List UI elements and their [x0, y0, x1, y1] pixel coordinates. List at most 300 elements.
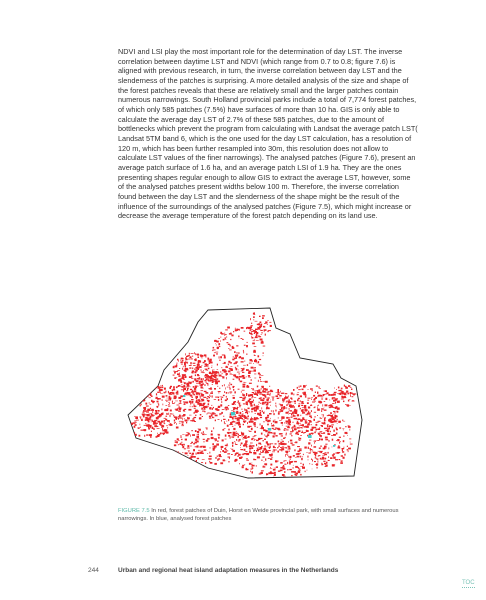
forest-patch [189, 415, 191, 416]
forest-patch [249, 332, 250, 334]
forest-patch [345, 393, 346, 394]
forest-patch [304, 405, 307, 406]
forest-patch [275, 403, 276, 405]
forest-patch [308, 442, 310, 444]
forest-patch [225, 461, 226, 462]
forest-patch [251, 336, 252, 338]
forest-patch [268, 394, 269, 395]
forest-patch [164, 418, 166, 419]
forest-patch [185, 453, 187, 454]
forest-patch [286, 426, 288, 427]
forest-patch [332, 464, 335, 466]
forest-patch [202, 459, 205, 460]
forest-patch [253, 452, 256, 454]
forest-patch [134, 416, 136, 417]
forest-patch [272, 428, 274, 429]
forest-patch [190, 403, 191, 405]
forest-patch [189, 365, 192, 366]
forest-patch [220, 462, 223, 464]
forest-patch [293, 467, 294, 469]
forest-patch [294, 403, 296, 404]
forest-patch [208, 403, 210, 405]
forest-patch [301, 401, 303, 403]
forest-patch [255, 392, 256, 394]
forest-patch [176, 423, 177, 425]
forest-patch [333, 434, 336, 436]
forest-patch [223, 339, 225, 341]
forest-patch [317, 415, 318, 416]
forest-patch [240, 381, 243, 383]
forest-patch [312, 464, 314, 465]
forest-patch [298, 439, 299, 440]
forest-patch [176, 418, 178, 420]
forest-patch [275, 443, 277, 444]
forest-patch [297, 399, 298, 401]
forest-patch [297, 427, 300, 428]
forest-patch [305, 409, 307, 410]
forest-patch [192, 390, 193, 391]
forest-patch [282, 474, 285, 476]
forest-patch [227, 342, 229, 343]
forest-patch [201, 382, 203, 383]
forest-patch [217, 434, 220, 435]
forest-patch [316, 458, 317, 459]
forest-patch [216, 372, 217, 373]
forest-patch [318, 429, 319, 430]
forest-patch [300, 386, 302, 387]
forest-patch [316, 463, 318, 465]
forest-patch [150, 408, 151, 410]
forest-patch [242, 400, 245, 401]
forest-patch [276, 466, 278, 468]
forest-patch [235, 367, 236, 369]
forest-patch [293, 394, 294, 396]
forest-patch [150, 436, 151, 438]
forest-patch [224, 423, 226, 424]
forest-patch [195, 406, 197, 407]
forest-patch [235, 416, 237, 417]
forest-patch [253, 313, 254, 315]
forest-patch [193, 386, 195, 388]
forest-patch [172, 401, 173, 403]
forest-patch [214, 379, 216, 380]
forest-patch [261, 460, 262, 461]
forest-patch [230, 432, 232, 433]
forest-patch [219, 346, 220, 347]
forest-patch [157, 401, 159, 403]
forest-patch [289, 460, 290, 461]
forest-patch [292, 444, 295, 445]
forest-patch [335, 402, 336, 404]
forest-patch [170, 415, 171, 417]
forest-patch [211, 391, 212, 392]
forest-patch [312, 402, 315, 403]
forest-patch [207, 378, 209, 379]
forest-patch [275, 435, 277, 436]
forest-patch [128, 427, 130, 428]
forest-patch [289, 423, 290, 425]
forest-patch [281, 440, 283, 441]
forest-patch [213, 407, 214, 408]
forest-patch [212, 417, 214, 418]
forest-patch [218, 343, 220, 345]
forest-patch [192, 356, 193, 357]
forest-patch [235, 442, 236, 444]
forest-patch [221, 367, 222, 368]
forest-patch [331, 447, 332, 448]
forest-patch [161, 425, 163, 427]
forest-patch [300, 419, 303, 421]
forest-patch [331, 406, 333, 408]
forest-patch [334, 417, 336, 418]
forest-patch [343, 447, 344, 448]
forest-patch [264, 463, 267, 465]
forest-patch [150, 434, 152, 436]
forest-patch [188, 450, 190, 451]
forest-patch [130, 429, 131, 430]
forest-patch [251, 333, 252, 334]
forest-patch [321, 397, 324, 398]
forest-patch [151, 422, 152, 423]
forest-patch [187, 392, 189, 394]
forest-patch [218, 419, 220, 420]
forest-patch [187, 363, 188, 364]
forest-patch [294, 449, 295, 451]
forest-patch [288, 399, 289, 401]
forest-patch [196, 383, 199, 384]
forest-patch [243, 438, 244, 439]
forest-patch [250, 359, 253, 361]
forest-patch [250, 443, 253, 444]
forest-patch [297, 467, 298, 468]
forest-patch [286, 429, 288, 430]
forest-patch [210, 413, 213, 414]
forest-patch [180, 362, 182, 364]
forest-patch [329, 447, 330, 449]
forest-patch [333, 414, 336, 415]
forest-patch [197, 431, 199, 433]
forest-patch [325, 466, 327, 467]
forest-patch [260, 451, 261, 453]
forest-patch [224, 391, 225, 393]
forest-patch [192, 406, 193, 407]
forest-patch [187, 356, 189, 357]
forest-patch [251, 445, 252, 447]
forest-patch [220, 356, 222, 358]
forest-patch [170, 413, 172, 414]
forest-patch [325, 398, 327, 400]
forest-patch [134, 421, 136, 422]
forest-patch [279, 443, 281, 445]
forest-patch [323, 414, 324, 416]
forest-patch [245, 412, 247, 413]
forest-patch [150, 426, 151, 428]
forest-patch [302, 457, 303, 458]
forest-patch [167, 398, 168, 399]
forest-patch [140, 424, 141, 426]
forest-patch [248, 436, 250, 438]
forest-patch [334, 392, 337, 393]
forest-patch [206, 374, 208, 375]
forest-patch [260, 438, 263, 439]
forest-patch [187, 448, 190, 449]
forest-patch [153, 428, 154, 430]
forest-patch [252, 471, 254, 473]
forest-patch [223, 416, 224, 417]
forest-patch [260, 472, 261, 473]
forest-patch [304, 426, 306, 427]
forest-patch [260, 412, 261, 414]
forest-patch [310, 451, 311, 452]
forest-patch [249, 463, 251, 465]
forest-patch [251, 447, 253, 449]
forest-patch [337, 423, 338, 424]
forest-patch [201, 378, 203, 380]
forest-patch [312, 469, 313, 470]
forest-patch [265, 389, 268, 391]
forest-patch [164, 429, 167, 431]
forest-patch [283, 406, 285, 408]
forest-patch [307, 456, 308, 458]
forest-patch [249, 446, 252, 448]
forest-patch [268, 403, 269, 405]
forest-patch [280, 404, 281, 405]
forest-patch [244, 445, 247, 446]
forest-patch [160, 433, 162, 435]
forest-patch [218, 399, 219, 401]
forest-patch [304, 420, 307, 421]
forest-patch [327, 429, 328, 431]
forest-patch [319, 448, 321, 449]
forest-patch [193, 363, 196, 364]
forest-patch [208, 380, 210, 381]
forest-patch [185, 393, 187, 395]
forest-patch [180, 360, 181, 361]
forest-patch [147, 394, 148, 395]
forest-patch [318, 401, 321, 403]
forest-patch [246, 327, 247, 329]
forest-patch [243, 385, 246, 387]
forest-patch [305, 394, 307, 395]
forest-patch [322, 404, 323, 406]
forest-patch [273, 413, 274, 415]
forest-patch [179, 379, 181, 381]
forest-patch [157, 433, 158, 435]
forest-patch [264, 329, 267, 331]
forest-patch [166, 416, 168, 417]
forest-patch [298, 389, 301, 390]
forest-patch [298, 403, 300, 404]
forest-patch [339, 459, 341, 460]
forest-patch [215, 441, 217, 442]
forest-patch [220, 413, 221, 415]
forest-patch [168, 404, 169, 405]
forest-patch [237, 366, 239, 367]
forest-patch [201, 433, 202, 434]
forest-patch [219, 456, 222, 457]
forest-patch [308, 413, 311, 414]
forest-patch [248, 408, 250, 410]
forest-patch [230, 339, 231, 340]
forest-patch [238, 389, 240, 390]
forest-patch [347, 404, 349, 406]
forest-patch [256, 406, 258, 408]
forest-patch [299, 405, 301, 406]
forest-patch [261, 334, 263, 335]
forest-patch [177, 373, 180, 375]
forest-patch [327, 426, 328, 427]
forest-patch [251, 464, 253, 465]
forest-patch [317, 459, 319, 460]
forest-patch [269, 394, 270, 396]
forest-patch [230, 362, 232, 363]
forest-patch [233, 450, 236, 452]
forest-patch [250, 327, 252, 329]
forest-patch [256, 340, 259, 341]
forest-patch [331, 424, 334, 425]
forest-patch [221, 401, 222, 403]
forest-patch [144, 425, 146, 426]
forest-patch [303, 464, 304, 466]
forest-patch [221, 448, 222, 449]
forest-patch [181, 425, 184, 426]
forest-patch [206, 383, 208, 384]
forest-patch [342, 428, 344, 429]
forest-patch [251, 428, 253, 430]
forest-patch [256, 334, 257, 336]
forest-patch [236, 433, 238, 434]
forest-patch [290, 433, 292, 434]
forest-patch [252, 343, 255, 345]
forest-patch [258, 404, 259, 405]
forest-patch [254, 355, 256, 356]
forest-patch [186, 386, 187, 388]
forest-patch [290, 459, 291, 460]
forest-patch [227, 327, 230, 329]
forest-patch [186, 362, 188, 363]
forest-patch [309, 415, 312, 417]
forest-patch [266, 451, 268, 453]
forest-patch [278, 441, 280, 443]
forest-patch [212, 384, 213, 385]
forest-patch [159, 424, 160, 425]
forest-patch [211, 367, 212, 368]
forest-patch [341, 455, 343, 456]
forest-patch [205, 462, 206, 464]
forest-patch [232, 445, 233, 447]
forest-patch [310, 448, 311, 449]
forest-patch [226, 421, 227, 422]
forest-patch [239, 439, 241, 441]
forest-patch [201, 367, 202, 368]
forest-patch [237, 422, 240, 424]
forest-patch [341, 396, 343, 398]
forest-patch [267, 415, 269, 416]
forest-patch [320, 431, 323, 432]
forest-patch [136, 416, 138, 418]
forest-patch [343, 401, 344, 403]
forest-patch [243, 351, 244, 353]
forest-patch [228, 457, 231, 458]
forest-patch [252, 331, 254, 332]
forest-patch [245, 468, 247, 470]
forest-patch [177, 391, 179, 393]
forest-patch [182, 418, 183, 419]
forest-patch [294, 442, 296, 443]
forest-patch [222, 385, 223, 386]
forest-patch [255, 439, 256, 440]
forest-patch [266, 475, 267, 476]
forest-patch [149, 414, 151, 415]
forest-patch [273, 410, 274, 412]
forest-patch [298, 453, 300, 455]
forest-patch [246, 377, 247, 378]
forest-patch [157, 408, 158, 409]
body-paragraph: NDVI and LSI play the most important role for the determination of day LST. The inverse correlation between daytime LST and NDVI (which range from 0.7 to 0.8; figure 7.6) is aligned with previous research, in turn, the inverse correlation between day LST and the slenderness of the patches is surprising. A more detailed analysis of the size and shape of the forest patches reveals that these are relatively small and the larger patches contain numerous narrowings. South Holland provincial parks include a total of 7,774 forest patches, of which only 585 patches (7.5%) have surfaces of more than 10 ha. GIS is only able to calculate the average day LST of 2.7% of these 585 patches, due to the amount of bottlenecks which prevent the program from calculating with Landsat the average patch LST( Landsat 5TM band 6, which is the one used for the day LST calculation, has a resolution of 120 m, which has been further resampled into 30m, this resolution does not allow to calculate LST values of the finer narrowings). The analysed patches (Figure 7.6), present an average patch surface of 1.6 ha, and an average patch LSI of 1.9 ha. They are the ones presenting shapes regular enough to allow GIS to extract the average LST, however, some of the analysed patches present widths below 100 m. Therefore, the inverse correlation found between the day LST and the slenderness of the shape might be the result of the influence of the surroundings of the analysed patches (Figure 7.5), which might increase or decrease the average temperature of the forest patch depending on its land use. [118, 47, 418, 221]
forest-patch [244, 449, 246, 451]
forest-patch [275, 421, 278, 423]
forest-patch [334, 387, 335, 388]
forest-patch [184, 402, 185, 404]
forest-patch [328, 428, 330, 429]
forest-patch [270, 400, 271, 401]
forest-patch [136, 420, 139, 421]
forest-patch [289, 469, 292, 470]
forest-patch [225, 445, 227, 446]
forest-patch [213, 447, 216, 448]
forest-patch [284, 397, 287, 399]
forest-patch [242, 390, 245, 391]
forest-patch [245, 451, 247, 452]
forest-patch [250, 405, 252, 407]
forest-patch [285, 455, 286, 457]
toc-link[interactable]: TOC [462, 580, 475, 586]
forest-patch [201, 462, 203, 463]
forest-patch [308, 398, 311, 399]
forest-patch [263, 448, 266, 450]
forest-patch [311, 399, 312, 400]
forest-patch [335, 459, 338, 460]
forest-patch [319, 438, 320, 440]
forest-patch [253, 459, 255, 460]
forest-patch [321, 410, 322, 412]
forest-patch [254, 404, 255, 406]
forest-patch [315, 424, 317, 426]
forest-patch [145, 419, 147, 421]
forest-patch [225, 333, 226, 335]
forest-patch [150, 404, 152, 405]
forest-patch [259, 316, 261, 317]
forest-patch [174, 416, 176, 418]
forest-patch [217, 409, 220, 411]
forest-patch [277, 391, 279, 393]
forest-patch [231, 448, 232, 449]
forest-patch [258, 447, 259, 448]
forest-patch [178, 386, 180, 387]
forest-patch [324, 446, 327, 448]
forest-patch [266, 441, 268, 443]
forest-patch [209, 418, 212, 419]
forest-patch [285, 447, 287, 448]
forest-patch [224, 355, 225, 357]
forest-patch [257, 386, 258, 388]
forest-patch [249, 445, 251, 446]
forest-patch [257, 324, 259, 325]
forest-patch [251, 420, 253, 421]
forest-patch [228, 461, 230, 462]
map-svg [118, 300, 380, 500]
forest-patch [205, 377, 207, 378]
